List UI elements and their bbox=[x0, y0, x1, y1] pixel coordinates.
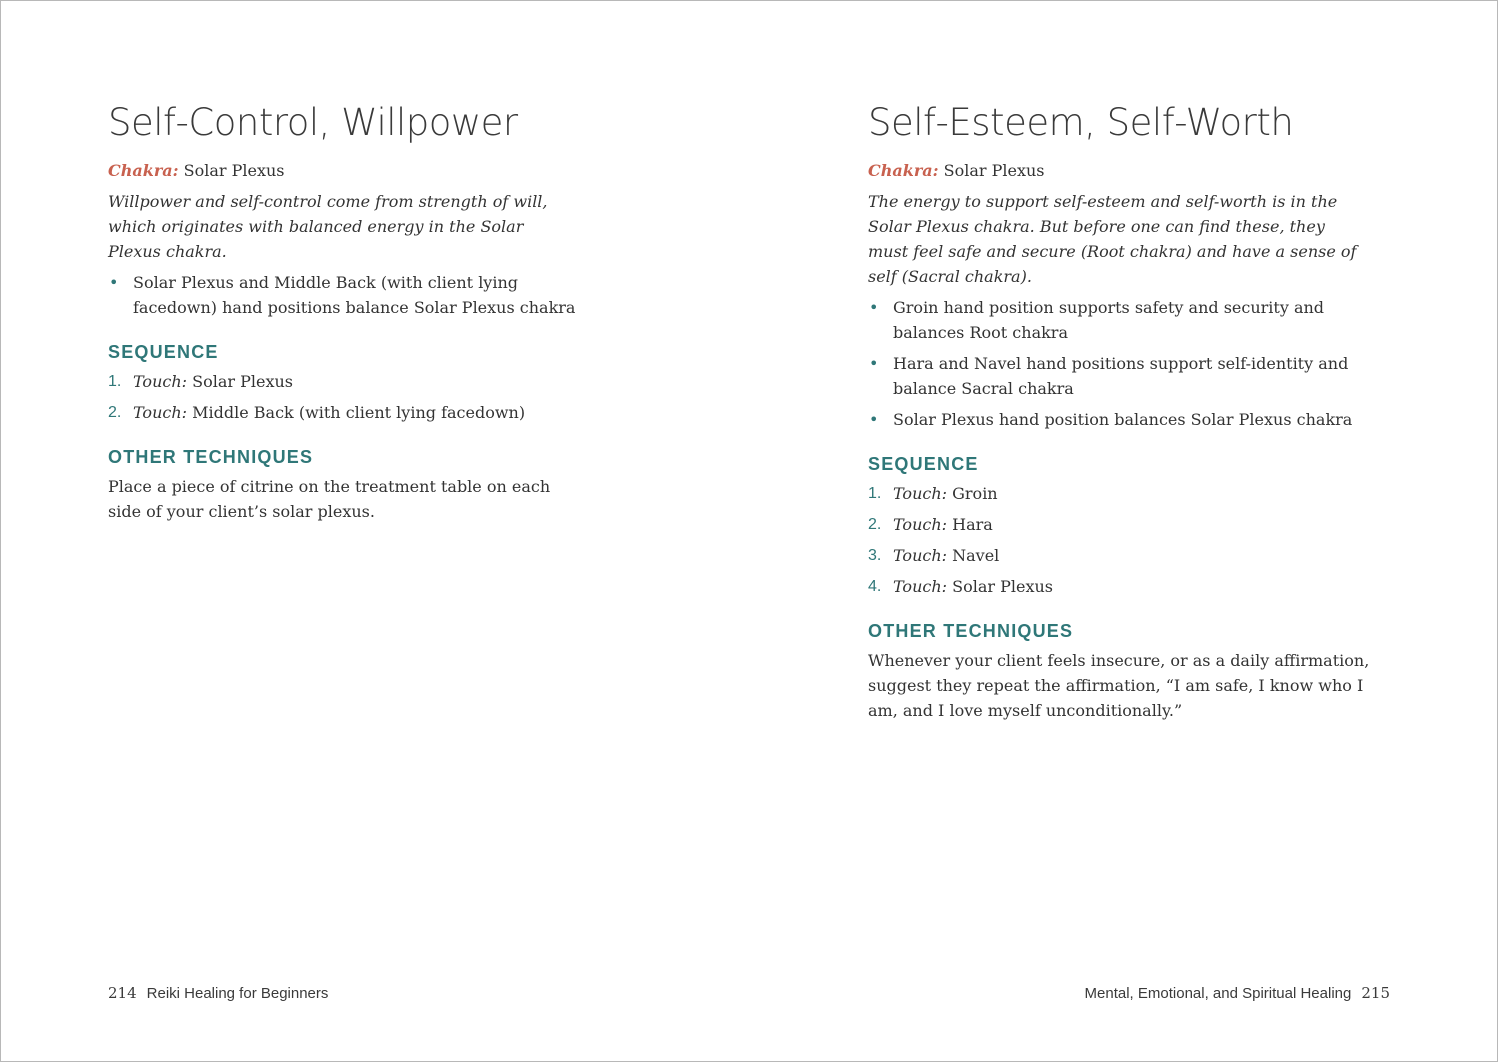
list-item bbox=[868, 574, 1393, 599]
chakra-line bbox=[108, 158, 608, 183]
list-item bbox=[868, 543, 1393, 568]
list-item bbox=[868, 351, 1388, 401]
chakra-line bbox=[868, 158, 1393, 183]
section-heading-other-techniques: OTHER TECHNIQUES bbox=[868, 621, 1074, 641]
intro-paragraph: The energy to support self-esteem and self-worth is in the Solar Plexus chakra. But before one can find these, they must feel safe and secure (Root chakra) and have a sense of self (Sacral chakra). bbox=[868, 192, 1357, 286]
bullet-text: Solar Plexus hand position balances Solar Plexus chakra bbox=[893, 410, 1353, 429]
page-title: Self-Control, Willpower bbox=[108, 101, 518, 144]
bullet-icon: • bbox=[869, 298, 879, 317]
sequence-list bbox=[108, 369, 608, 425]
step-number: 2. bbox=[108, 404, 122, 421]
chakra-value: Solar Plexus bbox=[183, 161, 285, 180]
step-number: 3. bbox=[868, 547, 882, 564]
touch-label: Touch: bbox=[133, 372, 188, 391]
footer-left bbox=[108, 984, 328, 1002]
intro-paragraph: Willpower and self-control come from strength of will, which originates with balanced energy in the Solar Plexus chakra. bbox=[108, 192, 548, 261]
list-item bbox=[108, 369, 608, 394]
bullet-icon: • bbox=[869, 354, 879, 373]
other-techniques-paragraph: Place a piece of citrine on the treatment table on each side of your client’s solar plexus. bbox=[108, 477, 551, 521]
step-text: Middle Back (with client lying facedown) bbox=[192, 403, 526, 422]
left-page bbox=[108, 1, 608, 1063]
bullet-text: Groin hand position supports safety and security and balances Root chakra bbox=[893, 298, 1325, 342]
section-heading-sequence: SEQUENCE bbox=[868, 454, 979, 474]
step-text: Hara bbox=[952, 515, 993, 534]
bullet-text: Hara and Navel hand positions support self-identity and balance Sacral chakra bbox=[893, 354, 1349, 398]
touch-label: Touch: bbox=[893, 546, 948, 565]
list-item bbox=[868, 481, 1393, 506]
step-number: 4. bbox=[868, 578, 882, 595]
list-item bbox=[108, 270, 598, 320]
bullet-list bbox=[868, 295, 1388, 432]
bullet-icon: • bbox=[869, 410, 879, 429]
running-title: Reiki Healing for Beginners bbox=[146, 985, 329, 1002]
step-number: 2. bbox=[868, 516, 882, 533]
right-page-content bbox=[868, 158, 1393, 723]
chakra-value: Solar Plexus bbox=[943, 161, 1045, 180]
bullet-icon: • bbox=[109, 273, 119, 292]
touch-label: Touch: bbox=[133, 403, 188, 422]
footer-right bbox=[1085, 984, 1390, 1002]
page-title: Self-Esteem, Self-Worth bbox=[868, 101, 1294, 144]
list-item bbox=[108, 400, 608, 425]
page-number: 214 bbox=[108, 984, 137, 1002]
touch-label: Touch: bbox=[893, 515, 948, 534]
section-heading-other-techniques: OTHER TECHNIQUES bbox=[108, 447, 314, 467]
sequence-list bbox=[868, 481, 1393, 599]
list-item bbox=[868, 295, 1388, 345]
page-number: 215 bbox=[1361, 984, 1390, 1002]
bullet-list bbox=[108, 270, 598, 320]
step-text: Solar Plexus bbox=[192, 372, 293, 391]
bullet-text: Solar Plexus and Middle Back (with client lying facedown) hand positions balance Solar Plexus chakra bbox=[133, 273, 576, 317]
other-techniques-paragraph: Whenever your client feels insecure, or as a daily affirmation, suggest they repeat the affirmation, “I am safe, I know who I am, and I love myself unconditionally.” bbox=[868, 651, 1370, 720]
right-page bbox=[868, 1, 1393, 1063]
step-text: Solar Plexus bbox=[952, 577, 1053, 596]
touch-label: Touch: bbox=[893, 577, 948, 596]
chakra-label: Chakra: bbox=[868, 161, 939, 180]
list-item bbox=[868, 407, 1388, 432]
left-page-content bbox=[108, 158, 608, 524]
list-item bbox=[868, 512, 1393, 537]
step-text: Groin bbox=[952, 484, 998, 503]
chakra-label: Chakra: bbox=[108, 161, 179, 180]
running-title: Mental, Emotional, and Spiritual Healing bbox=[1084, 985, 1352, 1002]
section-heading-sequence: SEQUENCE bbox=[108, 342, 219, 362]
step-number: 1. bbox=[868, 485, 882, 502]
touch-label: Touch: bbox=[893, 484, 948, 503]
step-text: Navel bbox=[952, 546, 1000, 565]
step-number: 1. bbox=[108, 373, 122, 390]
